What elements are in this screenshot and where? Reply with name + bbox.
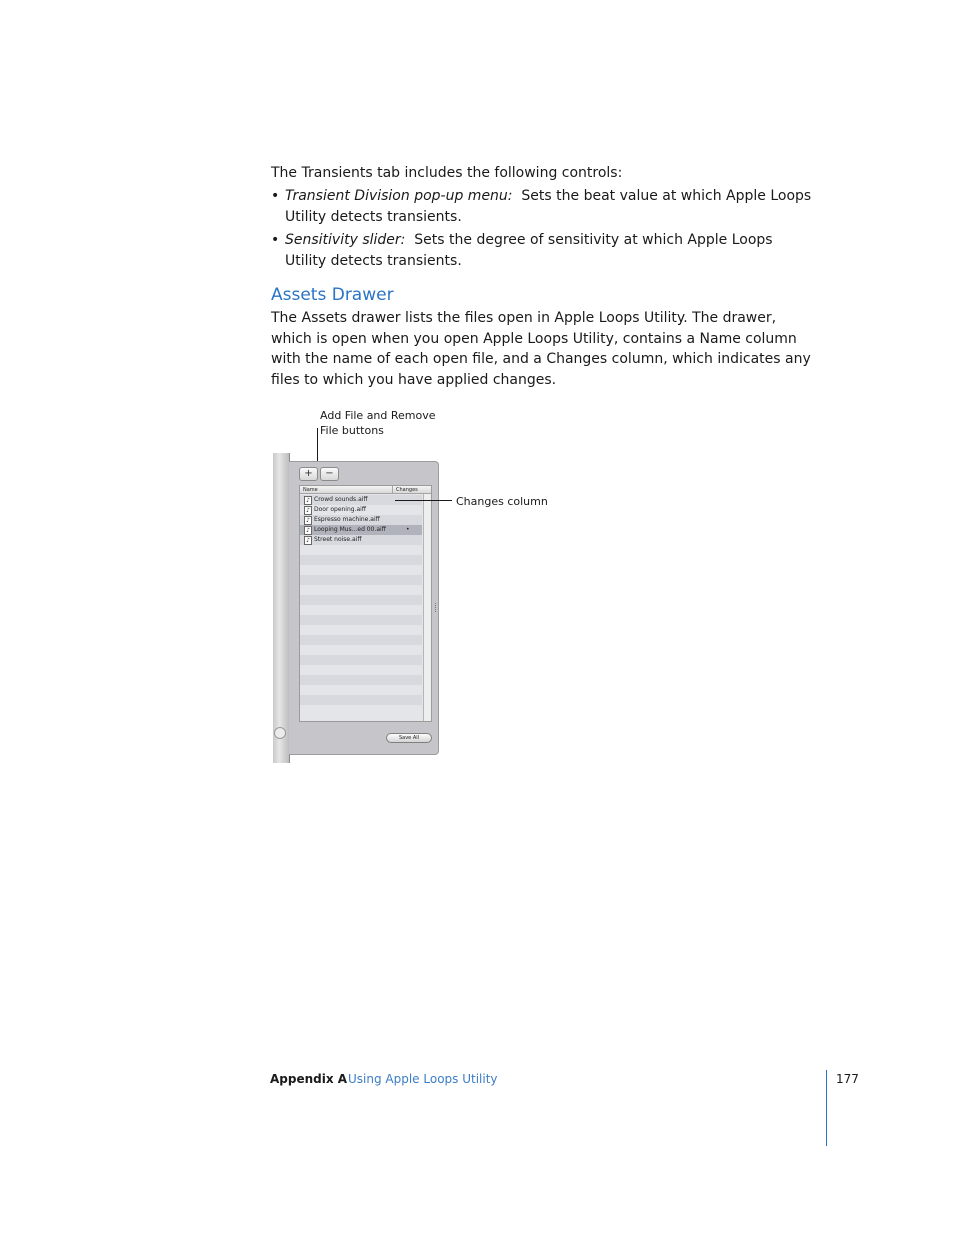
- file-name: Street noise.aiff: [314, 536, 362, 543]
- footer-appendix: Appendix A: [270, 1072, 348, 1086]
- bullet-term: Transient Division pop-up menu:: [285, 188, 513, 204]
- empty-row: [300, 695, 422, 705]
- file-list: [299, 485, 432, 722]
- list-item[interactable]: [300, 505, 422, 515]
- callout-leader-changes: [395, 500, 452, 501]
- file-name: Espresso machine.aiff: [314, 516, 380, 523]
- empty-row: [300, 575, 422, 585]
- empty-row: [300, 625, 422, 635]
- empty-row: [300, 555, 422, 565]
- column-header-changes[interactable]: Changes: [393, 486, 431, 494]
- add-file-button[interactable]: +: [299, 467, 318, 481]
- empty-row: [300, 685, 422, 695]
- audio-file-icon: ♪: [304, 516, 312, 525]
- empty-row: [300, 655, 422, 665]
- section-title: Assets Drawer: [271, 285, 394, 305]
- empty-row: [300, 595, 422, 605]
- column-header-name[interactable]: Name: [300, 486, 393, 494]
- empty-row: [300, 545, 422, 555]
- changes-mark: •: [406, 526, 410, 533]
- audio-file-icon: ♪: [304, 526, 312, 535]
- footer-divider: [826, 1070, 827, 1146]
- empty-row: [300, 585, 422, 595]
- bullet-dot: •: [271, 188, 280, 204]
- list-item[interactable]: [300, 525, 422, 535]
- page-number: 177: [836, 1072, 859, 1086]
- bullet-text: Sets the beat value at which Apple Loops Utility detects transients.: [285, 188, 812, 225]
- bullet-transient-division: [271, 186, 816, 228]
- bullet-text: Sets the degree of sensitivity at which Apple Loops Utility detects transients.: [285, 232, 773, 269]
- audio-file-icon: ♪: [304, 536, 312, 545]
- bullet-sensitivity-slider: [271, 230, 816, 272]
- empty-row: [300, 705, 422, 715]
- intro-text: The Transients tab includes the following controls:: [271, 165, 623, 181]
- footer-chapter-link[interactable]: Using Apple Loops Utility: [348, 1072, 498, 1086]
- empty-row: [300, 645, 422, 655]
- list-item[interactable]: [300, 535, 422, 545]
- vertical-scrollbar[interactable]: [423, 494, 431, 721]
- audio-file-icon: ♪: [304, 506, 312, 515]
- empty-row: [300, 565, 422, 575]
- empty-row: [300, 675, 422, 685]
- empty-row: [300, 635, 422, 645]
- callout-buttons-line2: File buttons: [320, 424, 384, 437]
- file-name: Looping Mus...ed 00.aiff: [314, 526, 386, 533]
- remove-file-button[interactable]: −: [320, 467, 339, 481]
- empty-row: [300, 615, 422, 625]
- file-name: Crowd sounds.aiff: [314, 496, 368, 503]
- file-name: Door opening.aiff: [314, 506, 366, 513]
- resize-grip-icon[interactable]: [435, 603, 438, 612]
- section-paragraph: The Assets drawer lists the files open in Apple Loops Utility. The drawer, which is open when you open Apple Loops Utility, contains a Name column with the name of each open file, and a Changes column, which indicates any files to which you have applied changes.: [271, 310, 811, 388]
- window-edge: [273, 453, 290, 763]
- bullet-term: Sensitivity slider:: [285, 232, 406, 248]
- list-item[interactable]: [300, 515, 422, 525]
- callout-changes-column: Changes column: [456, 495, 548, 508]
- callout-buttons-line1: Add File and Remove: [320, 409, 436, 422]
- empty-row: [300, 605, 422, 615]
- bullet-dot: •: [271, 232, 280, 248]
- window-edge-knob: [274, 727, 286, 739]
- audio-file-icon: ♪: [304, 496, 312, 505]
- save-all-button[interactable]: Save All: [386, 733, 432, 743]
- empty-row: [300, 665, 422, 675]
